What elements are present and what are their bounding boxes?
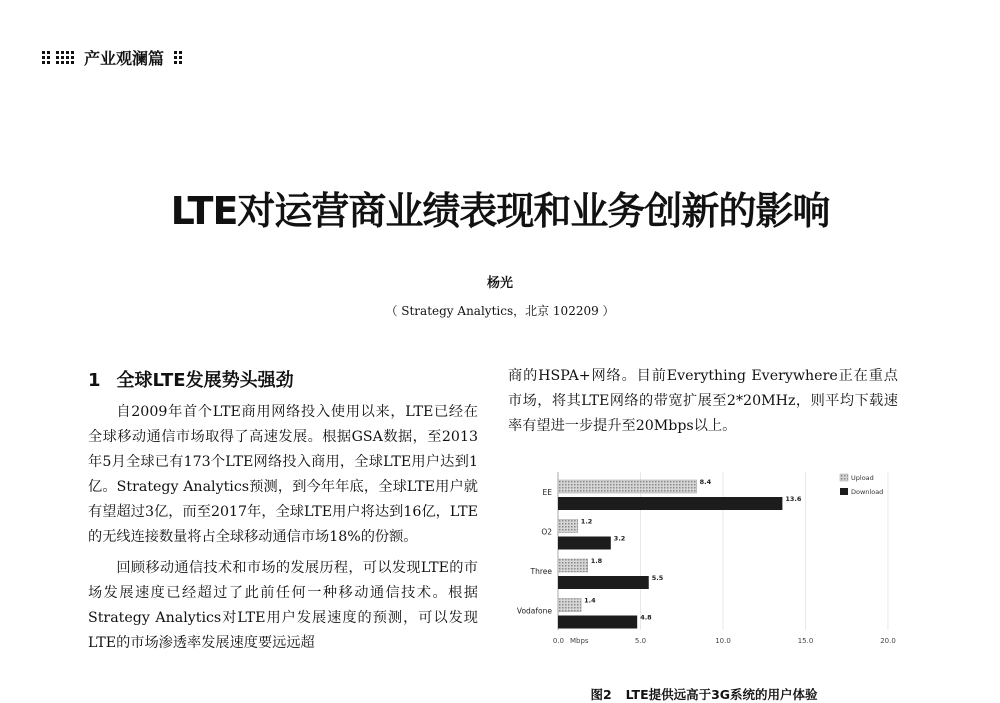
header-dots-right-icon <box>174 51 182 64</box>
category-label: Vodafone <box>516 606 552 616</box>
data-label: 13.6 <box>785 495 802 503</box>
affiliation: （ Strategy Analytics，北京 102209 ） <box>385 304 615 318</box>
left-column <box>88 366 478 656</box>
data-label: 8.4 <box>699 478 712 486</box>
paragraph-2: 回顾移动通信技术和市场的发展历程，可以发现LTE的市场发展速度已经超过了此前任何一种移动通信技术。根据Strategy Analytics对LTE用户发展速度的预测，可以发现LTE的市场渗透率发展速度要远远超 <box>88 560 478 651</box>
x-tick-label: 10.0 <box>715 637 731 645</box>
section-title: 全球LTE发展势头强劲 <box>116 370 294 391</box>
data-label: 4.8 <box>640 613 652 622</box>
figure-number: 图2 <box>590 687 612 702</box>
right-column <box>508 364 898 439</box>
bar-upload <box>558 599 581 612</box>
article-title: LTE对运营商业绩表现和业务创新的影响 <box>170 189 830 233</box>
category-label: EE <box>542 488 552 497</box>
bar-download <box>558 537 611 550</box>
speed-bar-chart <box>508 466 900 656</box>
x-tick-label: 15.0 <box>797 637 814 645</box>
category-label: O2 <box>541 527 552 537</box>
data-label: 1.8 <box>590 557 603 565</box>
legend-swatch <box>840 488 848 495</box>
figure-caption <box>508 685 900 703</box>
bar-upload <box>558 559 588 572</box>
legend-label: Download <box>851 488 884 496</box>
author: 杨光 <box>486 276 513 291</box>
data-label: 3.2 <box>613 534 626 543</box>
section-header <box>42 46 182 69</box>
paragraph-1: 自2009年首个LTE商用网络投入使用以来，LTE已经在全球移动通信市场取得了高速发展。根据GSA数据，至2013年5月全球已有173个LTE网络投入商用，全球LTE用户达到1亿。Strategy Analytics预测，到今年年底，全球LTE用户就有望超过3亿，而至2017年，全球LTE用户将达到16亿，LTE的无线连接数量将占全球移动通信市场18%的份额。 <box>88 404 478 545</box>
x-tick-label: 5.0 <box>634 637 647 645</box>
x-unit-label: Mbps <box>570 637 589 645</box>
section-heading <box>88 366 478 392</box>
figure-caption-text: LTE提供远高于3G系统的用户体验 <box>625 687 818 702</box>
legend-swatch <box>840 474 848 481</box>
bar-download <box>558 616 637 629</box>
bar-download <box>558 497 782 510</box>
data-label: 1.2 <box>580 517 593 526</box>
right-paragraph: 商的HSPA+网络。目前Everything Everywhere正在重点市场，将其LTE网络的带宽扩展至2*20MHz，则平均下载速率有望进一步提升至20Mbps以上。 <box>508 368 898 434</box>
bar-upload <box>558 520 578 533</box>
section-number: 1 <box>88 370 101 391</box>
data-label: 1.4 <box>584 596 596 605</box>
section-name: 产业观澜篇 <box>84 49 165 68</box>
category-label: Three <box>530 567 552 576</box>
bar-upload <box>558 480 697 493</box>
data-label: 5.5 <box>651 574 664 582</box>
bar-download <box>558 576 649 589</box>
header-dots-left-icon <box>42 51 74 64</box>
legend-label: Upload <box>851 474 874 482</box>
x-tick-label: 20.0 <box>880 637 896 645</box>
x-tick-label: 0.0 <box>552 637 564 645</box>
